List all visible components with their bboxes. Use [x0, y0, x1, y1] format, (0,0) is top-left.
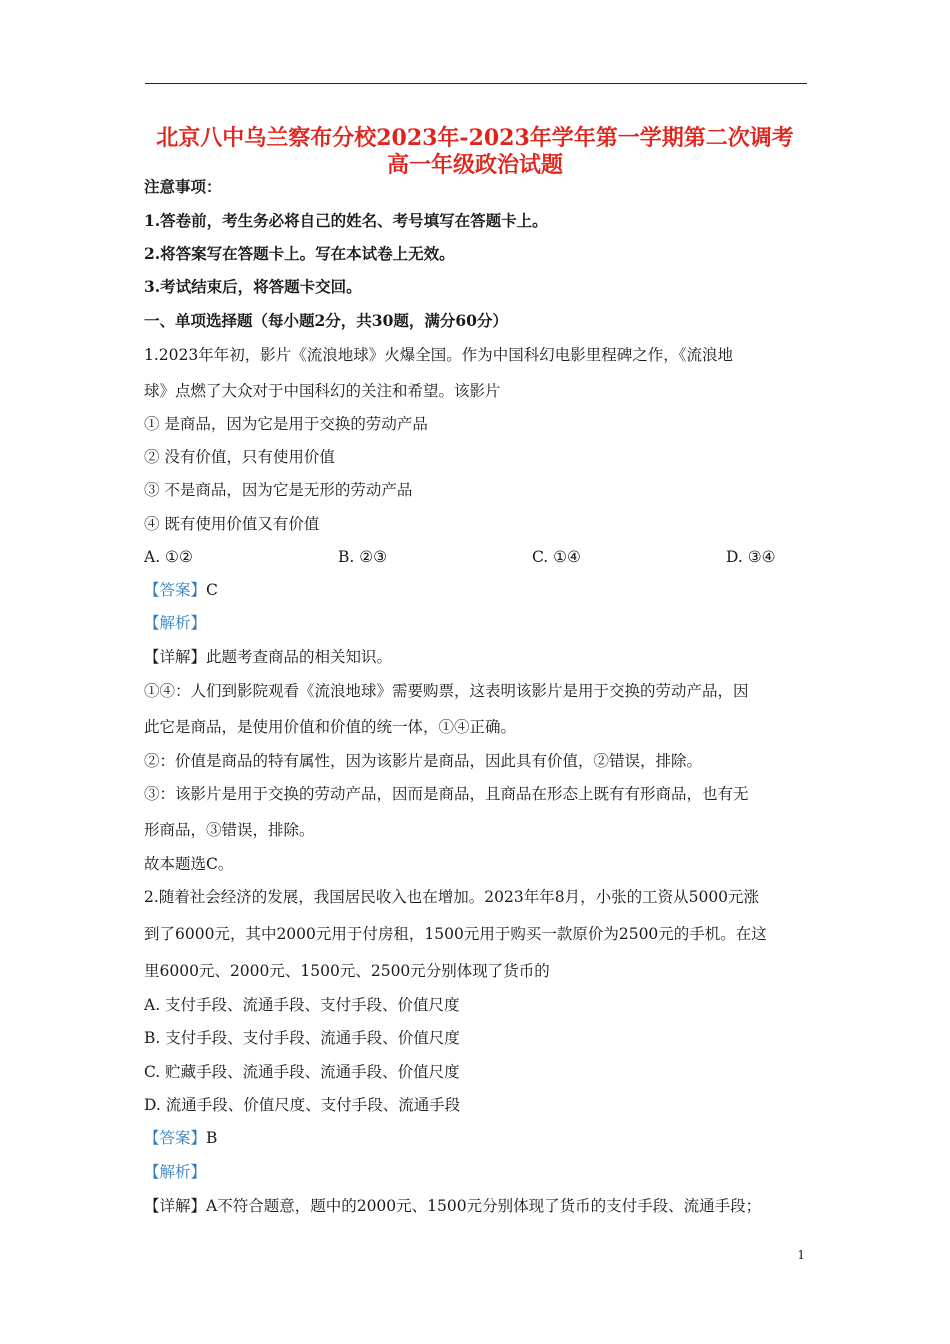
answer-value: B: [206, 1129, 218, 1147]
q2-option-b: B. 支付手段、支付手段、流通手段、价值尺度: [144, 1029, 460, 1047]
header-rule: [145, 83, 807, 84]
q1-stem: 1.2023年年初，影片《流浪地球》火爆全国。作为中国科幻电影里程碑之作，《流浪地: [144, 346, 733, 364]
answer-tag: 【答案】: [144, 581, 207, 599]
q2-detail: [144, 1196, 761, 1216]
answer-value: C: [206, 581, 218, 599]
q2-option-c: C. 贮藏手段、流通手段、流通手段、价值尺度: [144, 1063, 460, 1081]
detail-tag: 【详解】: [144, 648, 207, 666]
section-heading: 一、单项选择题（每小题2分，共30题，满分60分）: [144, 311, 508, 330]
notice-item: 1.答卷前，考生务必将自己的姓名、考号填写在答题卡上。: [144, 211, 548, 230]
q1-item: ③ 不是商品，因为它是无形的劳动产品: [144, 481, 413, 499]
q1-answer: [144, 580, 218, 600]
answer-tag: 【答案】: [144, 1129, 207, 1147]
detail-tag: 【详解】: [144, 1197, 207, 1215]
q2-analysis-tag: 【解析】: [144, 1163, 207, 1181]
q1-explain: ②：价值是商品的特有属性，因为该影片是商品，因此具有价值，②错误，排除。: [144, 752, 703, 770]
q1-option-b: B. ②③: [338, 548, 388, 566]
detail-text: 此题考查商品的相关知识。: [206, 648, 393, 666]
q1-stem: 球》点燃了大众对于中国科幻的关注和希望。该影片: [144, 382, 501, 400]
page-number: 1: [797, 1248, 805, 1262]
q1-item: ① 是商品，因为它是用于交换的劳动产品: [144, 415, 428, 433]
q1-analysis-tag: 【解析】: [144, 614, 207, 632]
notice-item: 3.考试结束后，将答题卡交回。: [144, 277, 362, 296]
q1-explain: 此它是商品，是使用价值和价值的统一体，①④正确。: [144, 718, 517, 736]
detail-text: A不符合题意，题中的2000元、1500元分别体现了货币的支付手段、流通手段；: [206, 1197, 762, 1215]
q2-stem: 到了6000元，其中2000元用于付房租，1500元用于购买一款原价为2500元的手机。在这: [144, 925, 767, 943]
q1-item: ④ 既有使用价值又有价值: [144, 515, 320, 533]
q1-explain: 形商品，③错误，排除。: [144, 821, 315, 839]
q1-detail: [144, 647, 392, 667]
q1-explain: 故本题选C。: [144, 855, 234, 873]
notice-item: 2.将答案写在答题卡上。写在本试卷上无效。: [144, 244, 455, 263]
page-subtitle: 高一年级政治试题: [386, 152, 563, 178]
q1-option-c: C. ①④: [532, 548, 581, 566]
q1-explain: ③：该影片是用于交换的劳动产品，因而是商品，且商品在形态上既有有形商品，也有无: [144, 785, 749, 803]
q2-stem: 里6000元、2000元、1500元、2500元分别体现了货币的: [144, 962, 550, 980]
q2-stem: 2.随着社会经济的发展，我国居民收入也在增加。2023年年8月，小张的工资从5000元涨: [144, 888, 760, 906]
q2-answer: [144, 1128, 217, 1148]
q2-option-a: A. 支付手段、流通手段、支付手段、价值尺度: [144, 996, 460, 1014]
q1-option-a: A. ①②: [144, 548, 193, 566]
notice-heading: 注意事项：: [144, 177, 222, 196]
q1-item: ② 没有价值，只有使用价值: [144, 448, 335, 466]
q2-option-d: D. 流通手段、价值尺度、支付手段、流通手段: [144, 1096, 461, 1114]
q1-explain: ①④：人们到影院观看《流浪地球》需要购票，这表明该影片是用于交换的劳动产品，因: [144, 682, 749, 700]
page-title: 北京八中乌兰察布分校2023年-2023年学年第一学期第二次调考: [156, 125, 794, 151]
q1-option-d: D. ③④: [726, 548, 776, 566]
